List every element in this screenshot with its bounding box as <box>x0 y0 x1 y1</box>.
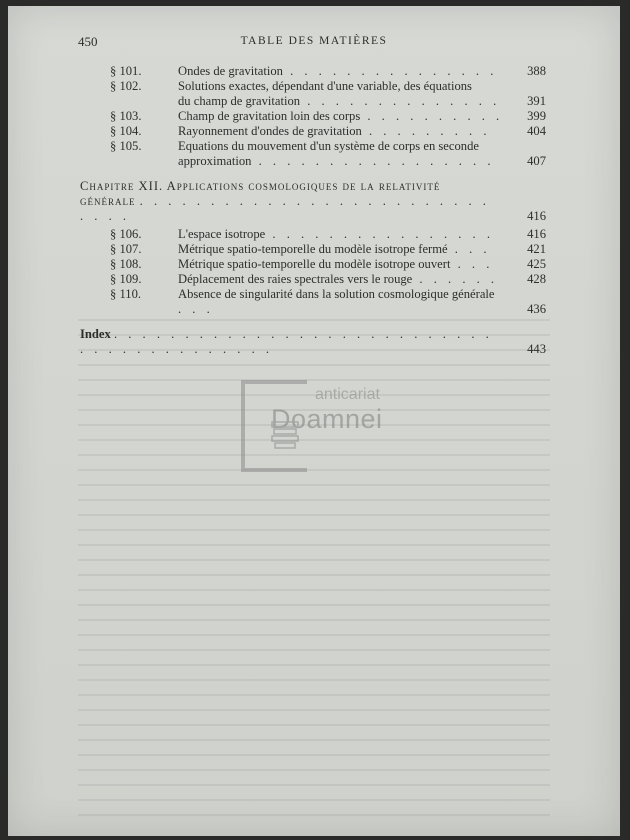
section-page: 436 <box>527 302 546 316</box>
section-number: § 101. <box>110 64 142 78</box>
page-number: 450 <box>78 34 98 49</box>
toc-entry: § 101. Ondes de gravitation . . . . . . . . . . . . . . . 388 <box>110 64 546 78</box>
section-number: § 105. <box>110 139 142 153</box>
section-list-b <box>80 227 546 317</box>
index-page: 443 <box>527 342 546 356</box>
section-title: L'espace isotrope <box>178 227 266 241</box>
section-list-a <box>80 64 546 169</box>
section-page: 416 <box>527 227 546 241</box>
section-title: Métrique spatio-temporelle du modèle isotrope fermé <box>178 242 448 256</box>
table-of-contents <box>80 64 546 357</box>
section-title: Métrique spatio-temporelle du modèle isotrope ouvert <box>178 257 451 271</box>
chapter-title-line1: Chapitre XII. Applications cosmologiques de la relativité <box>80 179 441 193</box>
section-number: § 102. <box>110 79 142 93</box>
section-page: 391 <box>527 94 546 108</box>
toc-entry: § 108. Métrique spatio-temporelle du modèle isotrope ouvert . . . 425 <box>110 257 546 271</box>
index-entry: Index . . . . . . . . . . . . . . . . . . . . . . . . . . . . . . . . . . . . . . . . . 443 <box>80 327 546 356</box>
page-header <box>78 34 550 50</box>
section-page: 421 <box>527 242 546 256</box>
toc-entry: § 103. Champ de gravitation loin des corps . . . . . . . . . . 399 <box>110 109 546 123</box>
section-number: § 108. <box>110 257 142 271</box>
section-title: Absence de singularité dans la solution cosmologique générale <box>178 287 495 301</box>
section-title: approximation <box>178 154 252 168</box>
toc-entry: § 110. Absence de singularité dans la solution cosmologique générale . . . 436 <box>110 287 546 316</box>
chapter-page: 416 <box>527 209 546 223</box>
section-number: § 106. <box>110 227 142 241</box>
toc-entry: § 105. Equations du mouvement d'un système de corps en seconde approximation . . . . . . . . . . . . . . . . . 407 <box>110 139 546 168</box>
section-title: du champ de gravitation <box>178 94 301 108</box>
section-page: 404 <box>527 124 546 138</box>
toc-entry: § 107. Métrique spatio-temporelle du modèle isotrope fermé . . . 421 <box>110 242 546 256</box>
section-number: § 110. <box>110 287 142 301</box>
section-page: 407 <box>527 154 546 168</box>
watermark <box>241 380 451 470</box>
section-page: 388 <box>527 64 546 78</box>
watermark-top-text: anticariat <box>315 386 380 403</box>
section-title: Equations du mouvement d'un système de corps en seconde <box>178 139 479 153</box>
section-page: 399 <box>527 109 546 123</box>
index-label: Index <box>80 327 111 341</box>
running-title: TABLE DES MATIÈRES <box>240 35 388 47</box>
section-title: Ondes de gravitation <box>178 64 283 78</box>
section-title: Déplacement des raies spectrales vers le rouge <box>178 272 413 286</box>
section-page: 425 <box>527 257 546 271</box>
section-number: § 104. <box>110 124 142 138</box>
section-number: § 107. <box>110 242 142 256</box>
chapter-title-line2: générale <box>80 194 136 208</box>
section-number: § 103. <box>110 109 142 123</box>
section-title: Solutions exactes, dépendant d'une variable, des équations <box>178 79 472 93</box>
book-page <box>8 6 620 836</box>
section-number: § 109. <box>110 272 142 286</box>
section-page: 428 <box>527 272 546 286</box>
toc-entry: § 109. Déplacement des raies spectrales vers le rouge . . . . . . 428 <box>110 272 546 286</box>
section-title: Rayonnement d'ondes de gravitation <box>178 124 362 138</box>
toc-entry: § 102. Solutions exactes, dépendant d'une variable, des équations du champ de gravitation . . . . . . . . . . . . . . 391 <box>110 79 546 108</box>
watermark-main-text: Doamnei <box>271 404 383 434</box>
section-title: Champ de gravitation loin des corps <box>178 109 361 123</box>
toc-entry: § 106. L'espace isotrope . . . . . . . . . . . . . . . . 416 <box>110 227 546 241</box>
chapter-heading: Chapitre XII. Applications cosmologiques de la relativité générale . . . . . . . . . . . . . . . . . . . . . . . . . . . . . 416 <box>80 179 546 223</box>
toc-entry: § 104. Rayonnement d'ondes de gravitation . . . . . . . . . 404 <box>110 124 546 138</box>
